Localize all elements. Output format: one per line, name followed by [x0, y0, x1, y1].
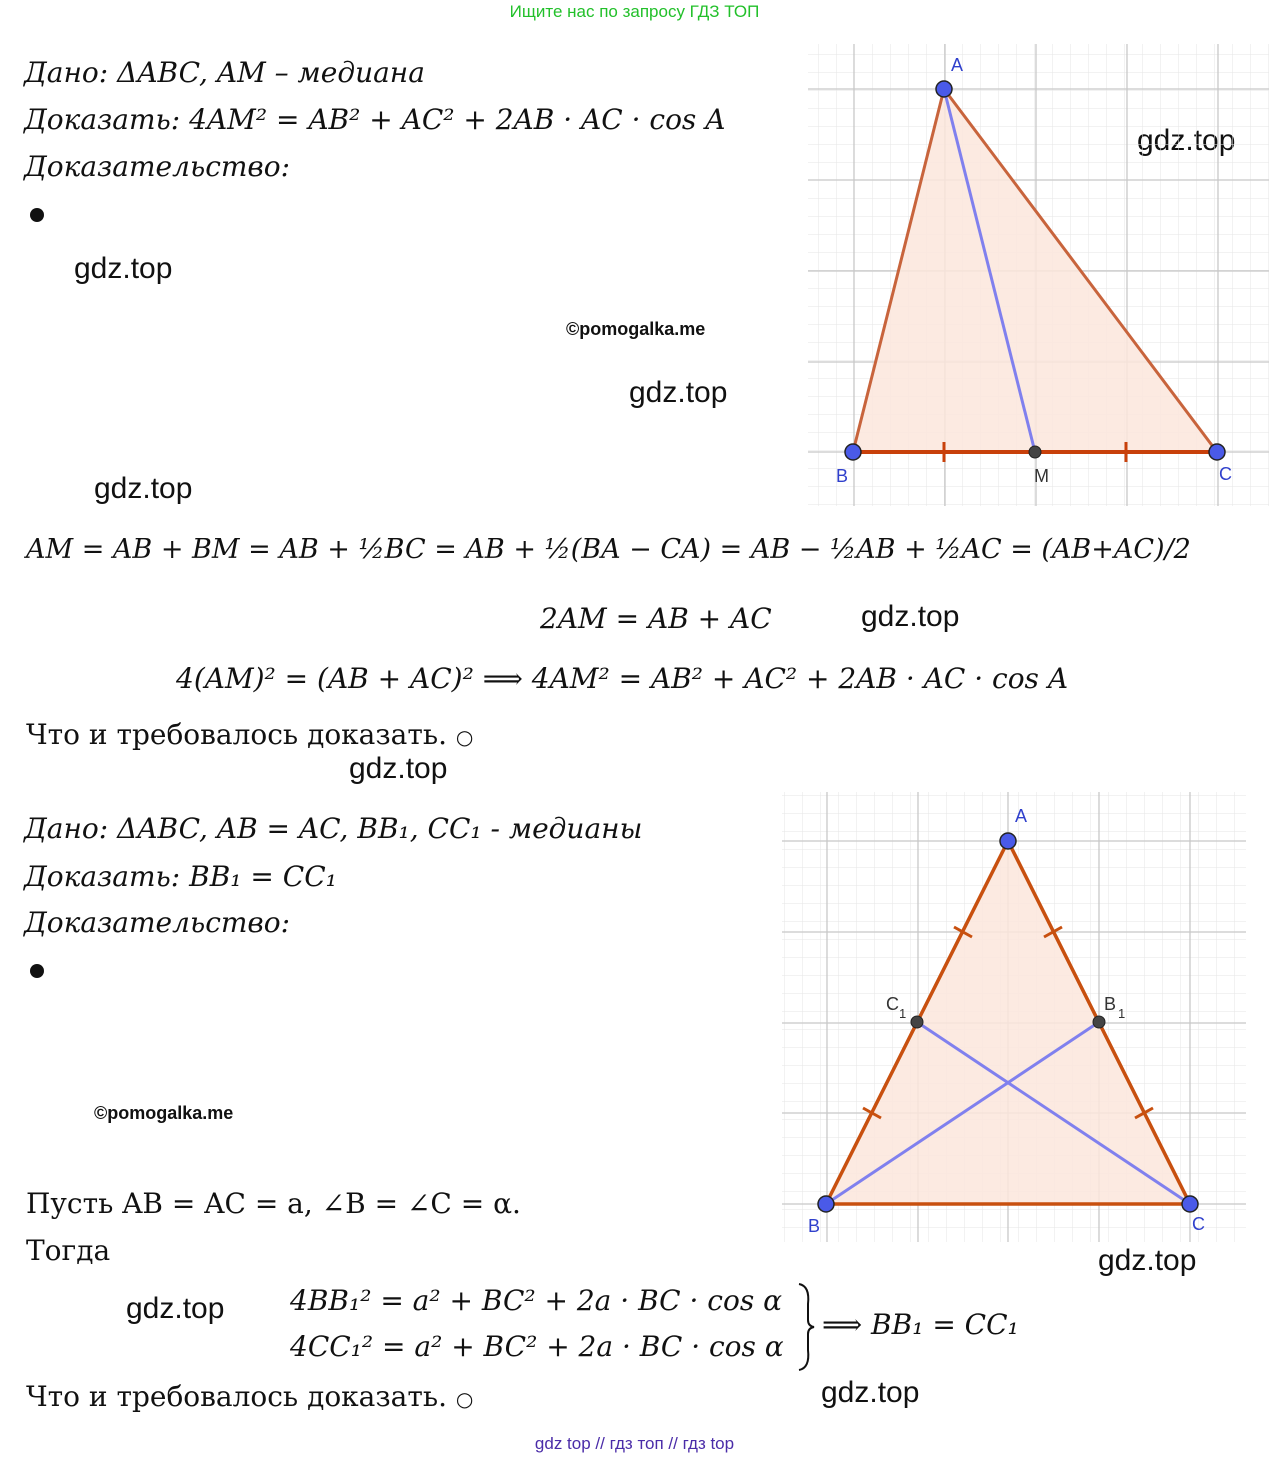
p2-then: Тогда	[26, 1234, 111, 1267]
point-m	[1029, 446, 1041, 458]
point-c	[1182, 1196, 1198, 1212]
point-c1	[911, 1016, 923, 1028]
watermark-gdz: gdz.top	[1098, 1244, 1197, 1277]
watermark-gdz: gdz.top	[629, 376, 728, 409]
label-c: C	[1219, 464, 1232, 484]
watermark-gdz: gdz.top	[126, 1292, 225, 1325]
point-b	[818, 1196, 834, 1212]
p2-conclusion	[26, 1380, 473, 1413]
p1-eq1: AM = AB + BM = AB + ½BC = AB + ½(BA − CA) = AB − ½AB + ½AC = (AB+AC)/2	[26, 534, 1191, 565]
p1-eq2: 2AM = AB + AC	[540, 602, 772, 635]
p1-prove: Доказать: 4AM² = AB² + AC² + 2AB · AC · cos A	[24, 103, 726, 136]
p1-proof-label: Доказательство:	[24, 150, 291, 183]
p2-conclusion-text: Что и требовалось доказать.	[26, 1380, 447, 1413]
p2-conclusion-mark: ○	[455, 1387, 474, 1411]
p2-system-eq1: 4BB₁² = a² + BC² + 2a · BC · cos α	[290, 1284, 783, 1317]
p1-bullet	[30, 208, 44, 222]
label-b: B	[808, 1216, 821, 1236]
figure-triangle-median	[808, 44, 1269, 506]
p2-given: Дано: ΔABC, AB = AC, BB₁, CC₁ - медианы	[24, 812, 643, 845]
label-a: A	[1015, 806, 1028, 826]
p2-proof-label: Доказательство:	[24, 906, 291, 939]
watermark-gdz: gdz.top	[74, 252, 173, 285]
figure-isosceles-medians	[782, 792, 1246, 1242]
p1-eq3: 4(AM)² = (AB + AC)² ⟹ 4AM² = AB² + AC² + 2AB · AC · cos A	[176, 662, 1069, 695]
label-c: C	[1192, 1214, 1205, 1234]
watermark-gdz: gdz.top	[821, 1376, 920, 1409]
p2-system-eq2: 4CC₁² = a² + BC² + 2a · BC · cos α	[290, 1330, 784, 1363]
top-banner: Ищите нас по запросу ГДЗ ТОП	[509, 2, 760, 21]
label-c1: C	[886, 994, 899, 1014]
watermark-gdz: gdz.top	[349, 752, 448, 785]
p2-bullet	[30, 964, 44, 978]
watermark-pomogalka: ©pomogalka.me	[566, 319, 706, 339]
p1-conclusion	[26, 718, 473, 751]
watermark-gdz: gdz.top	[94, 472, 193, 505]
watermark-pomogalka: ©pomogalka.me	[94, 1103, 234, 1123]
label-b1: B	[1104, 994, 1117, 1014]
p1-given: Дано: ΔABC, AM – медиана	[24, 56, 425, 89]
point-a	[1000, 833, 1016, 849]
p2-let: Пусть AB = AC = a, ∠B = ∠C = α.	[26, 1187, 521, 1220]
system-brace	[796, 1282, 816, 1372]
footer-links[interactable]: gdz top // гдз топ // гдз top	[534, 1434, 735, 1453]
point-b	[845, 444, 861, 460]
watermark-gdz: gdz.top	[861, 600, 960, 633]
label-c1-sub: 1	[899, 1006, 907, 1021]
label-b: B	[836, 466, 849, 486]
point-c	[1209, 444, 1225, 460]
label-a: A	[951, 55, 964, 75]
p1-conclusion-text: Что и требовалось доказать.	[26, 718, 447, 751]
p2-prove: Доказать: BB₁ = CC₁	[24, 860, 337, 893]
point-a	[936, 81, 952, 97]
p2-result: ⟹ BB₁ = CC₁	[822, 1308, 1019, 1341]
label-m: M	[1034, 466, 1049, 486]
label-b1-sub: 1	[1118, 1006, 1126, 1021]
p1-conclusion-mark: ○	[455, 725, 474, 749]
point-b1	[1093, 1016, 1105, 1028]
